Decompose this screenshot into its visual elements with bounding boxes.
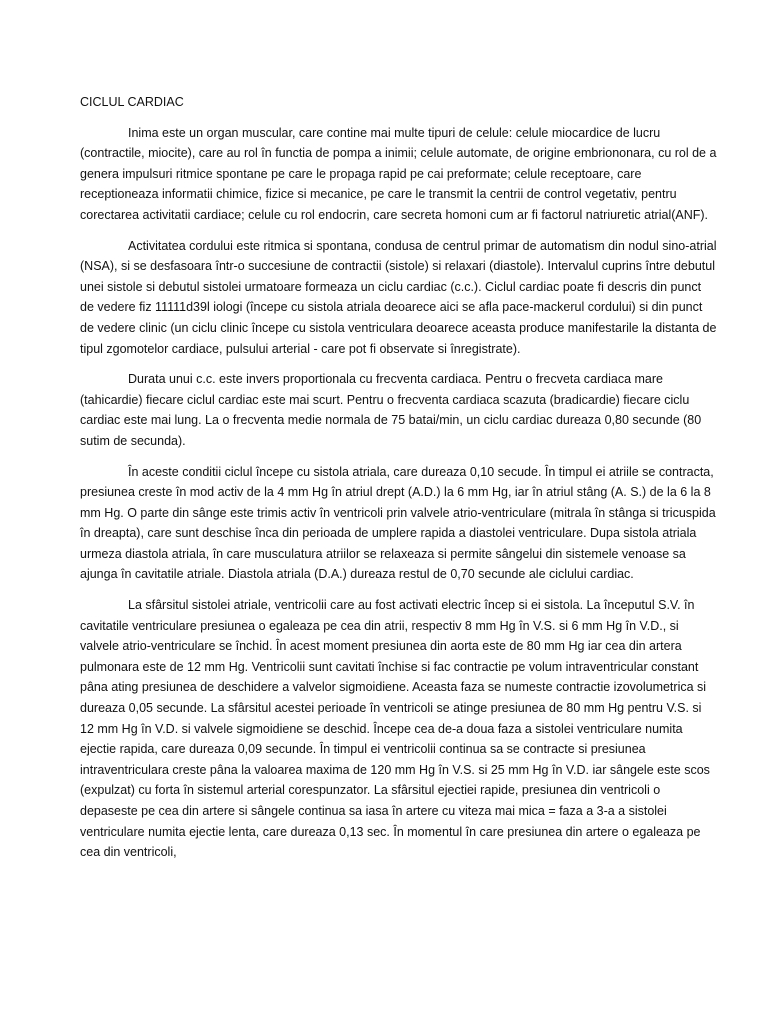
paragraph-cycle-duration: Durata unui c.c. este invers proportionala cu frecventa cardiaca. Pentru o frecveta cardiaca mare (tahicardie) fiecare ciclul cardiac este mai scurt. Pentru o frecventa cardiaca scazuta (bradicardie) fiecare ciclu cardiac este mai lung. La o frecventa medie normala de 75 batai/min, un ciclu cardiac dureaza 0,80 secunde (80 sutim de secunda). xyxy=(80,372,702,448)
paragraph-ventricular-systole: La sfârsitul sistolei atriale, ventricolii care au fost activati electric încep si ei sistola. La începutul S.V. în cavitatile ventriculare presiunea o egaleaza pe cea din atrii, respectiv 8 mm Hg în V.S. si 6 mm Hg în V.D., si valvele atrio-ventriculare se închid. În acest moment presiunea din aorta este de 80 mm Hg iar cea din artera pulmonara este de 12 mm Hg. Ventricolii sunt cavitati închise si fac contractie pe volum intraventricular constant pâna ating presiunea de deschidere a valvelor sigmoidiene. Aceasta faza se numeste contractie izovolumetrica si dureaza 0,05 secunde. La sfârsitul acestei perioade în ventricoli se atinge presiunea de 80 mm Hg pentru V.S. si 12 mm Hg în V.D. si valvele sigmoidiene se deschid. Începe cea de-a doua faza a sistolei ventriculare numita ejectie rapida, care dureaza 0,09 secunde. În timpul ei ventricolii continua sa se contracte si presiunea intraventriculara creste pâna la valoarea maxima de 120 mm Hg în V.S. si 25 mm Hg în V.D. iar sângele este scos (expulzat) cu forta în sistemul arterial corespunzator. La sfârsitul ejectiei rapide, presiunea din ventricoli o depaseste pe cea din artere si sângele continua sa iasa în artere cu viteza mai mica = faza a 3-a a sistolei ventriculare numita ejectie lenta, care dureaza 0,13 sec. În momentul în care presiunea din artere o egaleaza pe cea din ventricoli, xyxy=(80,598,710,860)
paragraph-cardiac-activity: Activitatea cordului este ritmica si spontana, condusa de centrul primar de automatism din nodul sino-atrial (NSA), si se desfasoara într-o succesiune de contractii (sistole) si relaxari (diastole). Intervalul cuprins între debutul unei sistole si debutul sistolei urmatoare formeaza un ciclu cardiac (c.c.). Ciclul cardiac poate fi descris din punct de vedere fiz 11111d39l iologi (începe cu sistola atriala deoarece aici se afla pace-mackerul cordului) si din punct de vedere clinic (un ciclu clinic începe cu sistola ventriculara deoarece aceasta produce manifestarile la distanta de tipul zgomotelor cardiace, pulsului arterial - care pot fi observate si înregistrate). xyxy=(80,238,717,356)
paragraph-atrial-systole: În aceste conditii ciclul începe cu sistola atriala, care dureaza 0,10 secude. În timpul ei atriile se contracta, presiunea creste în mod activ de la 4 mm Hg în atriul drept (A.D.) la 6 mm Hg, iar în atriul stâng (A. S.) de la 6 la 8 mm Hg. O parte din sânge este trimis activ în ventricoli prin valvele atrio-ventriculare (mitrala în stânga si tricuspida în dreapta), care sunt deschise înca din perioada de umplere rapida a diastolei ventriculare. Dupa sistola atriala urmeza diastola atriala, în care musculatura atriilor se relaxeaza si permite sângelui din sistemele venoase sa ajunga în cavitatile atriale. Diastola atriala (D.A.) dureaza restul de 0,70 secunde ale ciclului cardiac. xyxy=(80,464,716,582)
document-title: CICLUL CARDIAC xyxy=(80,95,184,109)
paragraph-cell-types: Inima este un organ muscular, care contine mai multe tipuri de celule: celule miocardice de lucru (contractile, miocite), care au rol în functia de pompa a inimii; celule automate, de origine embriononara, cu rol de a genera impulsuri ritmice spontane pe care le propaga rapid pe cai preformate; celule receptoare, care receptioneaza informatii chimice, fizice si mecanice, pe care le transmit la centrii de control vegetativ, pentru corectarea activitatii cardiace; celule cu rol endocrin, care secreta homoni cum ar fi factorul natriuretic atrial(ANF). xyxy=(80,125,717,222)
